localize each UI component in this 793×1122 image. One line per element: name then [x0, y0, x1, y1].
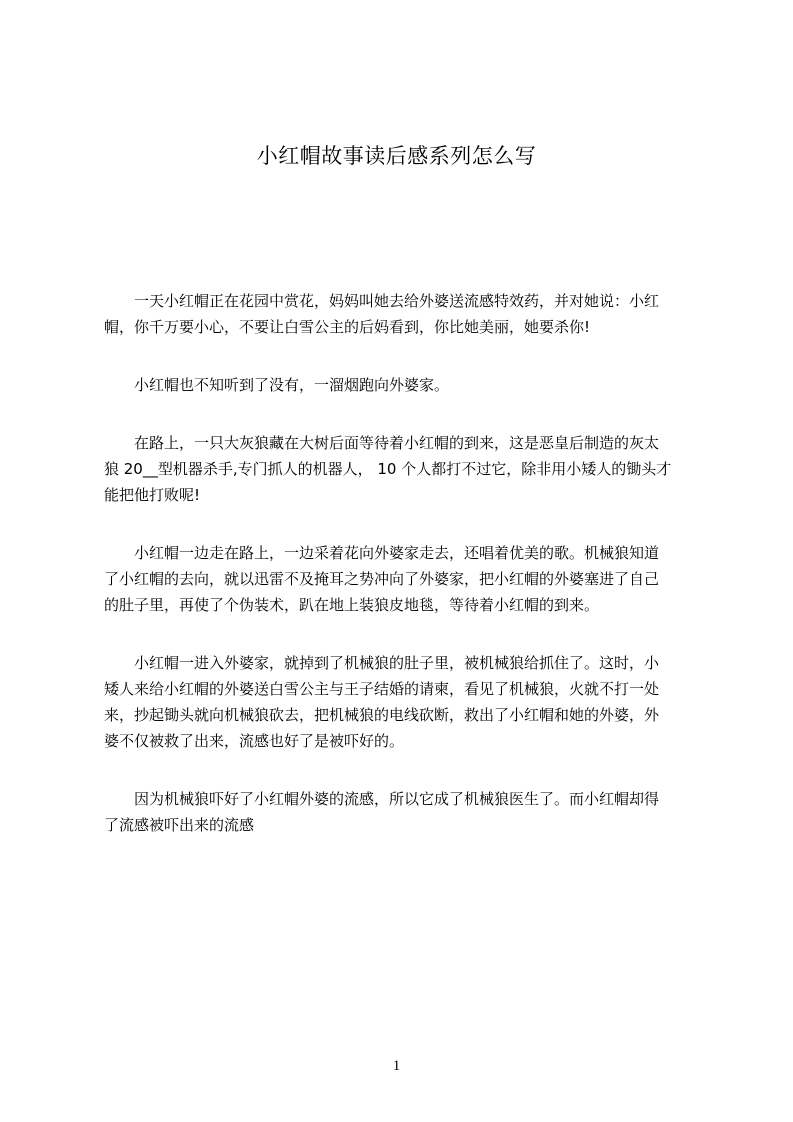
paragraph-2: [104, 372, 700, 398]
paragraph-line: 帽，你千万要小心，不要让白雪公主的后妈看到，你比她美丽，她要杀你!: [104, 318, 591, 336]
paragraph-3: [104, 430, 700, 508]
paragraph-line: 小红帽一边走在路上，一边采着花向外婆家走去，还唱着优美的歌。机械狼知道: [134, 544, 660, 562]
document-title: 小红帽故事读后感系列怎么写: [256, 144, 537, 168]
paragraph-line: 矮人来给小红帽的外婆送白雪公主与王子结婚的请柬，看见了机械狼，火就不打一处: [104, 680, 660, 698]
paragraph-line: 一天小红帽正在花园中赏花，妈妈叫她去给外婆送流感特效药，并对她说：小红: [134, 292, 660, 310]
paragraph-line: 因为机械狼吓好了小红帽外婆的流感，所以它成了机械狼医生了。而小红帽却得: [134, 790, 660, 808]
paragraph-4: [104, 540, 700, 618]
page-number: 1: [392, 1058, 401, 1074]
paragraph-5: [104, 650, 700, 754]
paragraph-6: [104, 786, 700, 838]
document-body: [104, 288, 700, 870]
paragraph-line: 来，抄起锄头就向机械狼砍去，把机械狼的电线砍断，救出了小红帽和她的外婆，外: [104, 706, 660, 724]
paragraph-line: 了流感被吓出来的流感: [104, 816, 255, 834]
paragraph-line: 小红帽一进入外婆家，就掉到了机械狼的肚子里，被机械狼给抓住了。这时，小: [134, 654, 660, 672]
paragraph-line: 了小红帽的去向，就以迅雷不及掩耳之势冲向了外婆家，把小红帽的外婆塞进了自己: [104, 570, 660, 588]
paragraph-line: 的肚子里，再使了个伪装术，趴在地上装狼皮地毯，等待着小红帽的到来。: [104, 596, 600, 614]
paragraph-1: [104, 288, 700, 340]
paragraph-line: 能把他打败呢!: [104, 486, 201, 504]
paragraph-line: 小红帽也不知听到了没有，一溜烟跑向外婆家。: [134, 376, 450, 394]
paragraph-line: 婆不仅被救了出来，流感也好了是被吓好的。: [104, 732, 405, 750]
paragraph-line: 在路上，一只大灰狼藏在大树后面等待着小红帽的到来，这是恶皇后制造的灰太: [134, 434, 660, 452]
paragraph-line: 狼 20__型机器杀手,专门抓人的机器人， 10 个人都打不过它，除非用小矮人的锄头才: [104, 460, 672, 478]
